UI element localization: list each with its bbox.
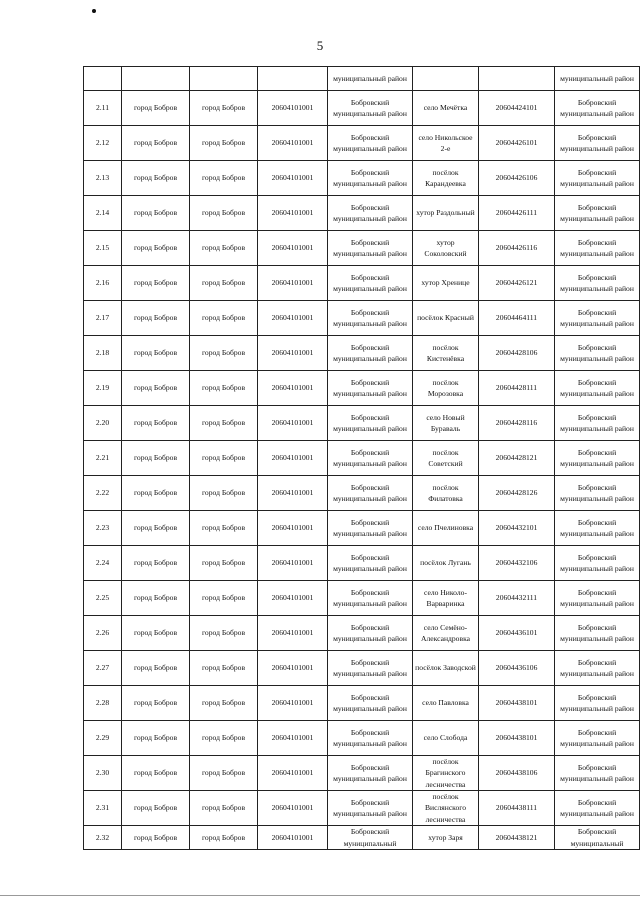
table-row <box>84 721 640 756</box>
cell-settlement: посёлок Кистенёвка <box>413 336 479 371</box>
cell-city2: город Бобров <box>190 301 258 336</box>
cell-district: Бобровский муниципальный район <box>328 581 413 616</box>
cell-district2: Бобровский муниципальный район <box>555 616 640 651</box>
cell-code1: 20604101001 <box>258 546 328 581</box>
cell-code1: 20604101001 <box>258 406 328 441</box>
cell-city2: город Бобров <box>190 581 258 616</box>
cell-district: Бобровский муниципальный район <box>328 196 413 231</box>
cell-settlement: хутор Раздольный <box>413 196 479 231</box>
cell-num: 2.18 <box>84 336 122 371</box>
cell-city1: город Бобров <box>122 721 190 756</box>
cell-district: Бобровский муниципальный район <box>328 126 413 161</box>
table-row <box>84 371 640 406</box>
cell-district2: Бобровский муниципальный район <box>555 266 640 301</box>
table-row <box>84 301 640 336</box>
cell-district: Бобровский муниципальный район <box>328 301 413 336</box>
cell-code2: 20604426111 <box>479 196 555 231</box>
cell-district: муниципальный район <box>328 67 413 91</box>
cell-district2: Бобровский муниципальный район <box>555 91 640 126</box>
table-row <box>84 231 640 266</box>
cell-num: 2.20 <box>84 406 122 441</box>
cell-code1: 20604101001 <box>258 91 328 126</box>
cell-num: 2.15 <box>84 231 122 266</box>
cell-code1: 20604101001 <box>258 756 328 791</box>
cell-num: 2.13 <box>84 161 122 196</box>
cell-code2: 20604432101 <box>479 511 555 546</box>
cell-num: 2.11 <box>84 91 122 126</box>
cell-district2: Бобровский муниципальный район <box>555 301 640 336</box>
cell-district2: Бобровский муниципальный район <box>555 651 640 686</box>
cell-settlement: хутор Соколовский <box>413 231 479 266</box>
cell-city1: город Бобров <box>122 231 190 266</box>
cell-settlement <box>413 67 479 91</box>
cell-code1: 20604101001 <box>258 616 328 651</box>
cell-code1: 20604101001 <box>258 301 328 336</box>
cell-city2: город Бобров <box>190 546 258 581</box>
cell-city1: город Бобров <box>122 826 190 850</box>
cell-city1 <box>122 67 190 91</box>
cell-num: 2.21 <box>84 441 122 476</box>
cell-city2: город Бобров <box>190 651 258 686</box>
cell-city1: город Бобров <box>122 756 190 791</box>
cell-city2: город Бобров <box>190 616 258 651</box>
cell-district: Бобровский муниципальный район <box>328 476 413 511</box>
cell-district2: Бобровский муниципальный район <box>555 476 640 511</box>
cell-code1: 20604101001 <box>258 231 328 266</box>
page-dot-mark <box>92 9 96 13</box>
cell-settlement: хутор Хреницe <box>413 266 479 301</box>
page-bottom-edge <box>0 895 640 896</box>
table-row <box>84 616 640 651</box>
cell-city2: город Бобров <box>190 196 258 231</box>
cell-district2: Бобровский муниципальный район <box>555 511 640 546</box>
cell-city1: город Бобров <box>122 476 190 511</box>
cell-city1: город Бобров <box>122 616 190 651</box>
cell-settlement: хутор Заря <box>413 826 479 850</box>
cell-settlement: посёлок Лугань <box>413 546 479 581</box>
cell-city2: город Бобров <box>190 511 258 546</box>
cell-district2: Бобровский муниципальный район <box>555 126 640 161</box>
cell-district2: Бобровский муниципальный район <box>555 686 640 721</box>
cell-city1: город Бобров <box>122 301 190 336</box>
page-number: 5 <box>316 38 324 53</box>
cell-city2: город Бобров <box>190 791 258 826</box>
cell-code2: 20604428121 <box>479 441 555 476</box>
cell-city1: город Бобров <box>122 686 190 721</box>
cell-code2: 20604438101 <box>479 721 555 756</box>
cell-district: Бобровский муниципальный район <box>328 231 413 266</box>
cell-settlement: посёлок Вислянского лесничества <box>413 791 479 826</box>
cell-city2: город Бобров <box>190 371 258 406</box>
cell-code2: 20604438121 <box>479 826 555 850</box>
cell-num: 2.25 <box>84 581 122 616</box>
cell-code1: 20604101001 <box>258 826 328 850</box>
cell-city1: город Бобров <box>122 196 190 231</box>
cell-code1 <box>258 67 328 91</box>
cell-city1: город Бобров <box>122 336 190 371</box>
cell-city2: город Бобров <box>190 126 258 161</box>
cell-district2: Бобровский муниципальный район <box>555 546 640 581</box>
cell-district2: Бобровский муниципальный район <box>555 581 640 616</box>
table-row <box>84 126 640 161</box>
settlements-table-wrap <box>83 66 640 850</box>
cell-district: Бобровский муниципальный район <box>328 371 413 406</box>
cell-district: Бобровский муниципальный район <box>328 336 413 371</box>
cell-settlement: посёлок Заводской <box>413 651 479 686</box>
cell-settlement: село Павловка <box>413 686 479 721</box>
cell-city2 <box>190 67 258 91</box>
cell-city2: город Бобров <box>190 721 258 756</box>
cell-num: 2.31 <box>84 791 122 826</box>
cell-num <box>84 67 122 91</box>
cell-settlement: село Пчелиновка <box>413 511 479 546</box>
cell-num: 2.26 <box>84 616 122 651</box>
table-row <box>84 161 640 196</box>
cell-district: Бобровский муниципальный район <box>328 791 413 826</box>
cell-settlement: посёлок Морозовка <box>413 371 479 406</box>
cell-district2: Бобровский муниципальный район <box>555 441 640 476</box>
cell-num: 2.12 <box>84 126 122 161</box>
cell-num: 2.30 <box>84 756 122 791</box>
cell-district2: Бобровский муниципальный <box>555 826 640 850</box>
cell-code2: 20604436101 <box>479 616 555 651</box>
cell-city2: город Бобров <box>190 441 258 476</box>
cell-code2: 20604464111 <box>479 301 555 336</box>
table-row <box>84 511 640 546</box>
cell-city2: город Бобров <box>190 686 258 721</box>
cell-settlement: посёлок Красный <box>413 301 479 336</box>
cell-code2: 20604428116 <box>479 406 555 441</box>
table-row <box>84 266 640 301</box>
cell-code2: 20604426121 <box>479 266 555 301</box>
cell-num: 2.24 <box>84 546 122 581</box>
table-row <box>84 651 640 686</box>
table-row <box>84 581 640 616</box>
cell-settlement: посёлок Советский <box>413 441 479 476</box>
cell-district: Бобровский муниципальный район <box>328 651 413 686</box>
cell-num: 2.23 <box>84 511 122 546</box>
table-row <box>84 336 640 371</box>
cell-code2: 20604428106 <box>479 336 555 371</box>
cell-code1: 20604101001 <box>258 721 328 756</box>
cell-code1: 20604101001 <box>258 511 328 546</box>
cell-code2: 20604426101 <box>479 126 555 161</box>
cell-city1: город Бобров <box>122 406 190 441</box>
cell-city2: город Бобров <box>190 336 258 371</box>
cell-district: Бобровский муниципальный район <box>328 161 413 196</box>
cell-city1: город Бобров <box>122 511 190 546</box>
cell-code1: 20604101001 <box>258 476 328 511</box>
cell-code1: 20604101001 <box>258 651 328 686</box>
cell-num: 2.17 <box>84 301 122 336</box>
cell-num: 2.19 <box>84 371 122 406</box>
cell-district2: муниципальный район <box>555 67 640 91</box>
cell-settlement: село Никольское 2-е <box>413 126 479 161</box>
cell-code2: 20604424101 <box>479 91 555 126</box>
cell-district: Бобровский муниципальный район <box>328 511 413 546</box>
cell-district: Бобровский муниципальный район <box>328 441 413 476</box>
cell-district2: Бобровский муниципальный район <box>555 196 640 231</box>
cell-settlement: село Новый Бураваль <box>413 406 479 441</box>
cell-num: 2.27 <box>84 651 122 686</box>
cell-code1: 20604101001 <box>258 441 328 476</box>
cell-city1: город Бобров <box>122 791 190 826</box>
table-row <box>84 441 640 476</box>
cell-code1: 20604101001 <box>258 371 328 406</box>
cell-district: Бобровский муниципальный район <box>328 756 413 791</box>
cell-code1: 20604101001 <box>258 581 328 616</box>
cell-city1: город Бобров <box>122 651 190 686</box>
cell-district: Бобровский муниципальный <box>328 826 413 850</box>
cell-num: 2.14 <box>84 196 122 231</box>
cell-code2: 20604428126 <box>479 476 555 511</box>
cell-code1: 20604101001 <box>258 161 328 196</box>
cell-district2: Бобровский муниципальный район <box>555 371 640 406</box>
cell-city2: город Бобров <box>190 266 258 301</box>
cell-district: Бобровский муниципальный район <box>328 721 413 756</box>
cell-district2: Бобровский муниципальный район <box>555 756 640 791</box>
cell-city2: город Бобров <box>190 231 258 266</box>
cell-city2: город Бобров <box>190 406 258 441</box>
cell-code2 <box>479 67 555 91</box>
table-row <box>84 406 640 441</box>
cell-city2: город Бобров <box>190 91 258 126</box>
table-row <box>84 91 640 126</box>
cell-city1: город Бобров <box>122 581 190 616</box>
cell-district2: Бобровский муниципальный район <box>555 791 640 826</box>
cell-district: Бобровский муниципальный район <box>328 266 413 301</box>
cell-settlement: село Николо-Варваринка <box>413 581 479 616</box>
cell-settlement: посёлок Карандеевка <box>413 161 479 196</box>
settlements-table <box>83 66 640 850</box>
cell-district2: Бобровский муниципальный район <box>555 406 640 441</box>
cell-city1: город Бобров <box>122 266 190 301</box>
cell-code2: 20604432111 <box>479 581 555 616</box>
cell-code1: 20604101001 <box>258 686 328 721</box>
cell-code2: 20604438106 <box>479 756 555 791</box>
cell-code1: 20604101001 <box>258 791 328 826</box>
table-row <box>84 826 640 850</box>
cell-district: Бобровский муниципальный район <box>328 546 413 581</box>
cell-num: 2.22 <box>84 476 122 511</box>
cell-code2: 20604436106 <box>479 651 555 686</box>
cell-code2: 20604426106 <box>479 161 555 196</box>
table-row <box>84 686 640 721</box>
cell-city2: город Бобров <box>190 161 258 196</box>
cell-settlement: посёлок Филатовка <box>413 476 479 511</box>
cell-district2: Бобровский муниципальный район <box>555 161 640 196</box>
table-row <box>84 756 640 791</box>
table-row <box>84 546 640 581</box>
cell-city1: город Бобров <box>122 371 190 406</box>
cell-city1: город Бобров <box>122 546 190 581</box>
cell-code1: 20604101001 <box>258 126 328 161</box>
cell-num: 2.29 <box>84 721 122 756</box>
cell-code2: 20604438111 <box>479 791 555 826</box>
cell-district2: Бобровский муниципальный район <box>555 336 640 371</box>
table-body <box>84 67 640 850</box>
cell-city2: город Бобров <box>190 826 258 850</box>
cell-district: Бобровский муниципальный район <box>328 616 413 651</box>
cell-code2: 20604428111 <box>479 371 555 406</box>
cell-district: Бобровский муниципальный район <box>328 406 413 441</box>
table-row <box>84 791 640 826</box>
cell-code2: 20604432106 <box>479 546 555 581</box>
cell-district2: Бобровский муниципальный район <box>555 721 640 756</box>
cell-num: 2.16 <box>84 266 122 301</box>
cell-code2: 20604438101 <box>479 686 555 721</box>
cell-num: 2.32 <box>84 826 122 850</box>
cell-code1: 20604101001 <box>258 266 328 301</box>
cell-code1: 20604101001 <box>258 196 328 231</box>
cell-city1: город Бобров <box>122 91 190 126</box>
cell-city1: город Бобров <box>122 441 190 476</box>
cell-code1: 20604101001 <box>258 336 328 371</box>
cell-district: Бобровский муниципальный район <box>328 686 413 721</box>
table-row-continued <box>84 67 640 91</box>
cell-settlement: село Мечётка <box>413 91 479 126</box>
cell-city2: город Бобров <box>190 476 258 511</box>
cell-city2: город Бобров <box>190 756 258 791</box>
cell-code2: 20604426116 <box>479 231 555 266</box>
cell-settlement: посёлок Брагинского лесничества <box>413 756 479 791</box>
cell-num: 2.28 <box>84 686 122 721</box>
cell-settlement: село Семёно-Александровка <box>413 616 479 651</box>
cell-district: Бобровский муниципальный район <box>328 91 413 126</box>
cell-district2: Бобровский муниципальный район <box>555 231 640 266</box>
cell-city1: город Бобров <box>122 126 190 161</box>
cell-settlement: село Слобода <box>413 721 479 756</box>
table-row <box>84 476 640 511</box>
table-row <box>84 196 640 231</box>
cell-city1: город Бобров <box>122 161 190 196</box>
